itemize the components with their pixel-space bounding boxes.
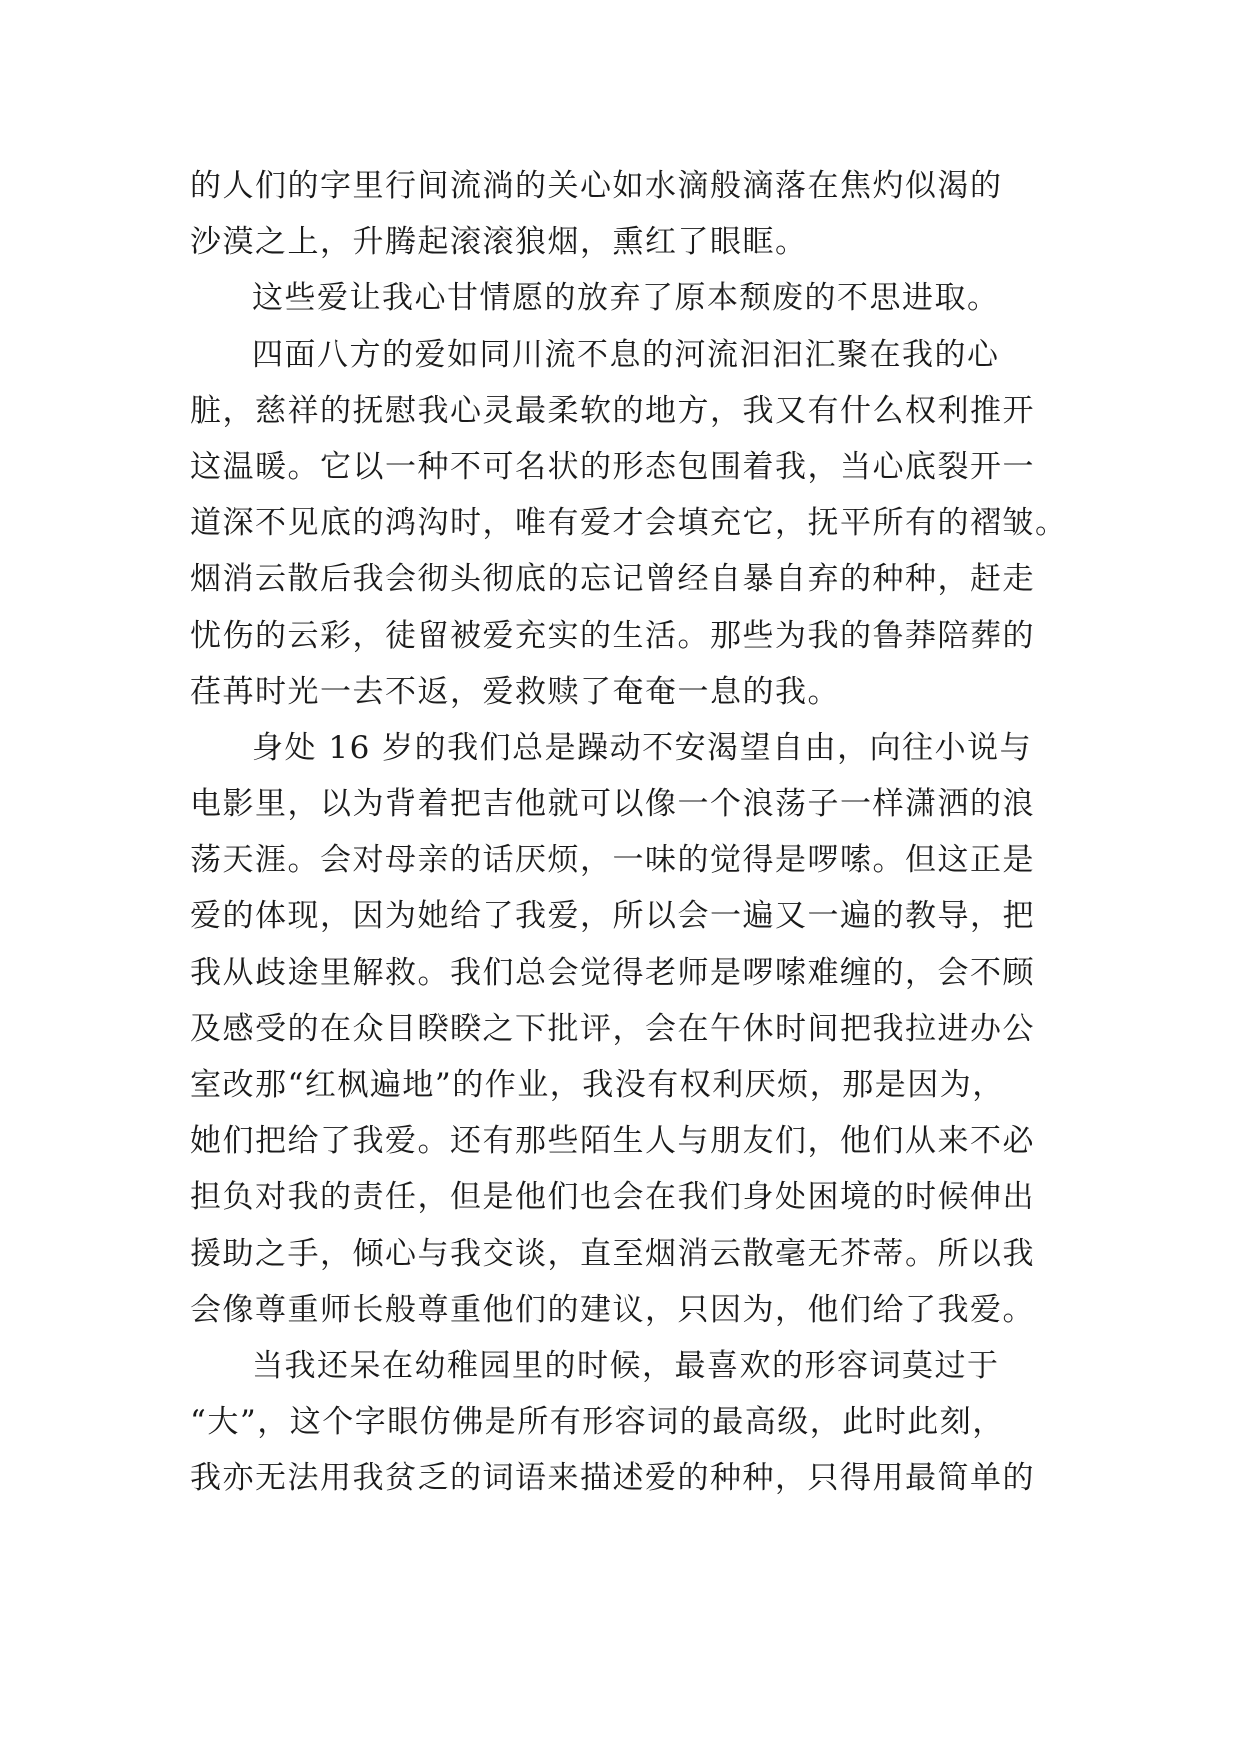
text-line: “大”，这个字眼仿佛是所有形容词的最高级，此时此刻， bbox=[190, 1404, 1005, 1441]
text-line: 荡天涯。会对母亲的话厌烦，一味的觉得是啰嗦。但这正是 bbox=[190, 842, 1035, 879]
text-line: 电影里，以为背着把吉他就可以像一个浪荡子一样潇洒的浪 bbox=[190, 786, 1035, 823]
text-line: 我亦无法用我贫乏的词语来描述爱的种种，只得用最简单的 bbox=[190, 1460, 1035, 1497]
text-line: 我从歧途里解救。我们总会觉得老师是啰嗦难缠的，会不顾 bbox=[190, 954, 1035, 991]
text-line: 会像尊重师长般尊重他们的建议，只因为，他们给了我爱。 bbox=[190, 1291, 1035, 1328]
text-line: 室改那“红枫遍地”的作业，我没有权利厌烦，那是因为， bbox=[190, 1067, 1005, 1103]
text-line: 她们把给了我爱。还有那些陌生人与朋友们，他们从来不必 bbox=[190, 1123, 1035, 1160]
body-text bbox=[190, 158, 1068, 1507]
text-line: 当我还呆在幼稚园里的时候，最喜欢的形容词莫过于 bbox=[252, 1347, 1000, 1384]
text-line: 忧伤的云彩，徒留被爱充实的生活。那些为我的鲁莽陪葬的 bbox=[190, 617, 1035, 654]
text-line: 烟消云散后我会彻头彻底的忘记曾经自暴自弃的种种，赶走 bbox=[190, 561, 1035, 598]
text-line: 身处 16 岁的我们总是躁动不安渴望自由，向往小说与 bbox=[252, 729, 1033, 766]
text-line: 脏，慈祥的抚慰我心灵最柔软的地方，我又有什么权利推开 bbox=[190, 392, 1035, 429]
text-line: 的人们的字里行间流淌的关心如水滴般滴落在焦灼似渴的 bbox=[190, 168, 1003, 204]
text-line: 这些爱让我心甘情愿的放弃了原本颓废的不思进取。 bbox=[252, 280, 1000, 317]
text-line: 担负对我的责任，但是他们也会在我们身处困境的时候伸出 bbox=[190, 1179, 1035, 1216]
text-line: 及感受的在众目睽睽之下批评，会在午休时间把我拉进办公 bbox=[190, 1010, 1035, 1047]
text-line: 援助之手，倾心与我交谈，直至烟消云散毫无芥蒂。所以我 bbox=[190, 1235, 1035, 1272]
text-line: 沙漠之上，升腾起滚滚狼烟，熏红了眼眶。 bbox=[190, 224, 808, 261]
text-line: 四面八方的爱如同川流不息的河流汩汩汇聚在我的心 bbox=[252, 336, 1000, 373]
text-line: 这温暖。它以一种不可名状的形态包围着我，当心底裂开一 bbox=[190, 448, 1035, 485]
text-line: 爱的体现，因为她给了我爱，所以会一遍又一遍的教导，把 bbox=[190, 898, 1035, 935]
text-line: 道深不见底的鸿沟时，唯有爱才会填充它，抚平所有的褶皱。 bbox=[190, 505, 1068, 542]
text-line: 荏苒时光一去不返，爱救赎了奄奄一息的我。 bbox=[190, 673, 840, 710]
